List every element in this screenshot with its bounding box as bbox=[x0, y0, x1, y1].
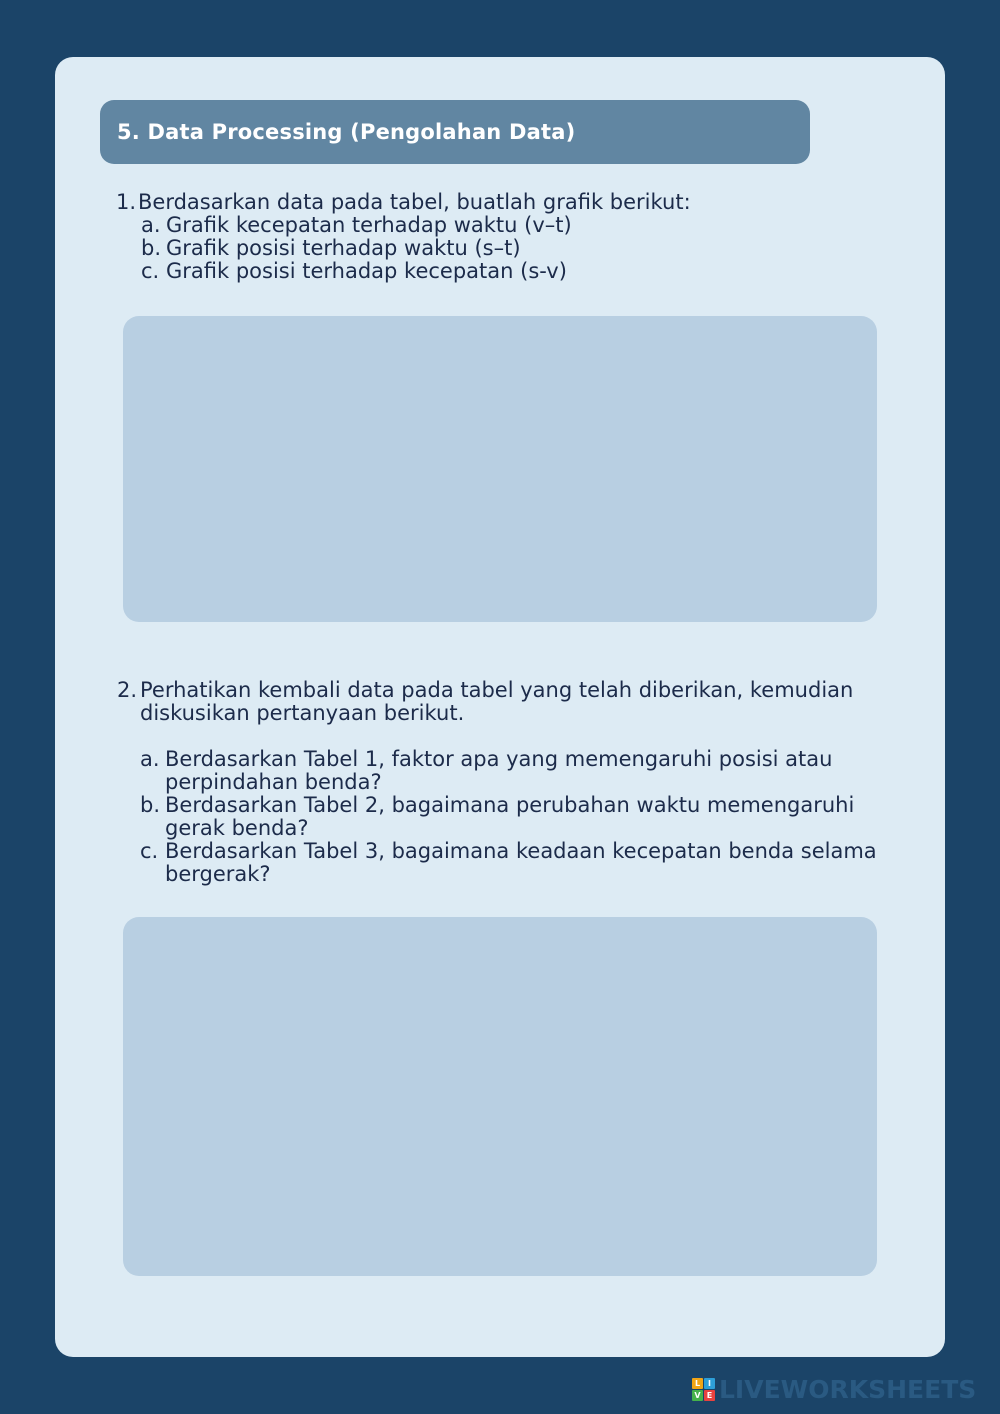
question-2-item-b bbox=[140, 794, 907, 840]
question-2 bbox=[117, 679, 907, 886]
item-letter: c. bbox=[141, 259, 160, 283]
logo-letter: E bbox=[704, 1390, 715, 1401]
item-text: Grafik posisi terhadap kecepatan (s-v) bbox=[166, 259, 567, 283]
item-letter: b. bbox=[140, 793, 161, 817]
liveworksheets-brand[interactable] bbox=[692, 1376, 976, 1402]
question-1-number: 1. bbox=[116, 190, 137, 214]
item-letter: c. bbox=[140, 839, 159, 863]
section-title: 5. Data Processing (Pengolahan Data) bbox=[117, 120, 576, 144]
question-2-text: Perhatikan kembali data pada tabel yang telah diberikan, kemudian diskusikan pertanyaan berikut. bbox=[140, 678, 854, 725]
item-letter: b. bbox=[141, 236, 162, 260]
question-1-item-a bbox=[141, 214, 896, 237]
logo-letter: I bbox=[704, 1378, 715, 1389]
item-letter: a. bbox=[140, 747, 160, 771]
question-1-item-c bbox=[141, 260, 896, 283]
item-text: Grafik kecepatan terhadap waktu (v–t) bbox=[166, 213, 572, 237]
logo-letter: L bbox=[692, 1378, 703, 1389]
answer-box-1[interactable] bbox=[123, 316, 877, 622]
worksheet-card bbox=[55, 57, 945, 1357]
logo-letter: V bbox=[692, 1390, 703, 1401]
liveworksheets-wordmark: LIVEWORKSHEETS bbox=[719, 1374, 977, 1404]
question-2-number: 2. bbox=[117, 678, 138, 702]
section-header bbox=[100, 100, 810, 164]
question-1-items bbox=[116, 214, 896, 283]
item-letter: a. bbox=[141, 213, 161, 237]
question-2-item-c bbox=[140, 840, 907, 886]
question-1-item-b bbox=[141, 237, 896, 260]
answer-box-2[interactable] bbox=[123, 917, 877, 1276]
item-text: Grafik posisi terhadap waktu (s–t) bbox=[166, 236, 521, 260]
item-text: Berdasarkan Tabel 2, bagaimana perubahan waktu memengaruhi gerak benda? bbox=[165, 793, 855, 840]
question-2-item-a bbox=[140, 748, 907, 794]
item-text: Berdasarkan Tabel 1, faktor apa yang memengaruhi posisi atau perpindahan benda? bbox=[165, 747, 833, 794]
question-2-items bbox=[117, 748, 907, 886]
question-1-text: Berdasarkan data pada tabel, buatlah grafik berikut: bbox=[138, 190, 691, 214]
liveworksheets-logo-icon bbox=[692, 1378, 715, 1401]
item-text: Berdasarkan Tabel 3, bagaimana keadaan kecepatan benda selama bergerak? bbox=[165, 839, 877, 886]
question-1 bbox=[116, 191, 896, 283]
